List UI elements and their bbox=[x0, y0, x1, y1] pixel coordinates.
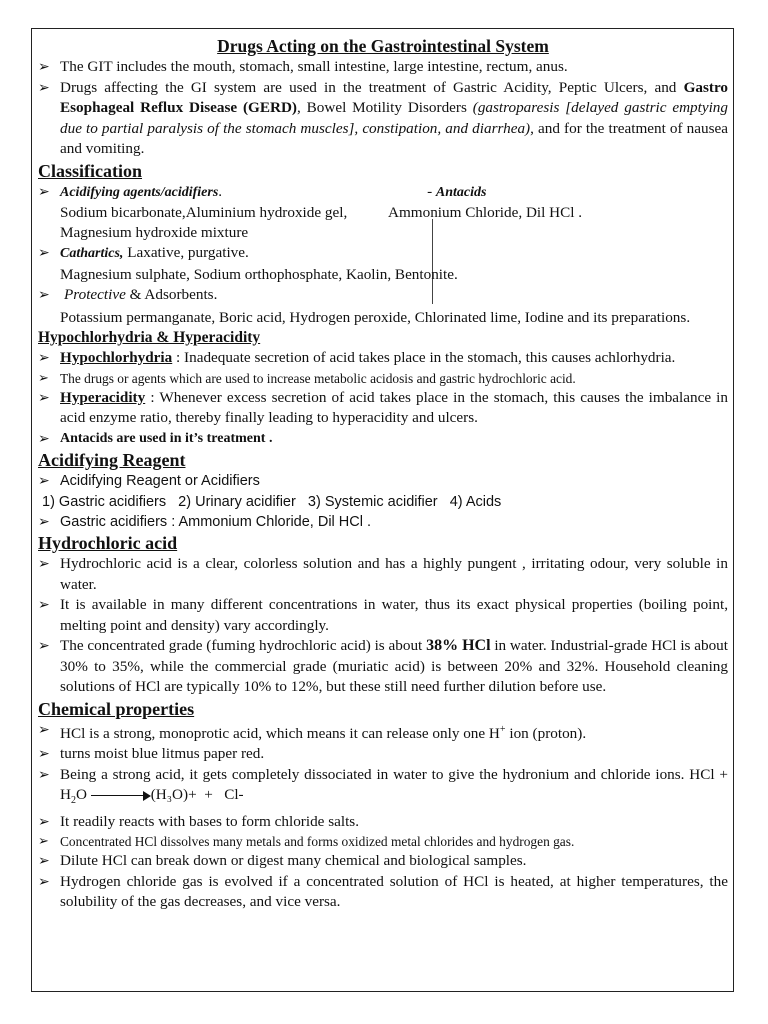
hyperacidity-text: : Whenever excess secretion of acid takes place in the stomach, this causes the imbalance in acid enzyme ratio, thereby finally leading to hyperacidity and ulcers. bbox=[60, 388, 728, 426]
hyperacidity-term: Hyperacidity bbox=[60, 388, 146, 406]
cathartics-examples: Magnesium sulphate, Sodium orthophosphate, Kaolin, Bentonite. bbox=[60, 265, 458, 283]
equation-subscript: 2 bbox=[70, 795, 76, 807]
cathartics-label: Cathartics, bbox=[60, 246, 124, 261]
protective-rest: & Adsorbents. bbox=[125, 286, 218, 303]
intro-text-2c: , and for the treatment of nausea and vomiting. bbox=[60, 119, 728, 157]
document-page bbox=[31, 28, 734, 992]
hyper-bullet bbox=[38, 388, 728, 429]
classification-protective-bullet bbox=[38, 285, 728, 306]
equation-right: (H₃O)+ + Cl- bbox=[150, 786, 244, 804]
hcl-bullet-2: ➢ It is available in many different concentrations in water, thus its exact physical properties (boiling point, melting point and density) vary accordingly. bbox=[38, 595, 728, 636]
intro-text-2-italic: (gastroparesis [delayed gastric emptying due to partial paralysis of the stomach muscles], constipation, and diarrhea) bbox=[60, 99, 728, 137]
classification-examples-row bbox=[38, 203, 728, 243]
hypo-bullet bbox=[38, 348, 728, 369]
classification-acid-bullet bbox=[38, 182, 728, 204]
acidifiers-label: Acidifying agents/acidifiers bbox=[60, 184, 219, 200]
equation-left: HCl + H bbox=[60, 765, 728, 804]
reaction-arrow-icon bbox=[91, 791, 151, 801]
chem-text-3: Being a strong acid, it gets completely dissociated in water to give the hydronium and chloride ions. bbox=[60, 765, 685, 783]
chem-bullet-7: ➢ Hydrogen chloride gas is evolved if a concentrated solution of HCl is heated, at higher temperatures, the solubility of the gas decreases, and vice versa. bbox=[38, 872, 728, 913]
hypochlorhydria-text: : Inadequate secretion of acid takes place in the stomach, this causes achlorhydria. bbox=[172, 349, 676, 366]
chem-bullet-3 bbox=[38, 765, 728, 812]
acidifying-bullet-1: ➢ Acidifying Reagent or Acidifiers bbox=[38, 471, 728, 492]
chem-bullet-4: ➢ It readily reacts with bases to form chloride salts. bbox=[38, 812, 728, 833]
hcl-38-percent: 38% HCl bbox=[426, 637, 491, 654]
acidifying-heading: Acidifying Reagent bbox=[38, 450, 186, 470]
hcl-text-3a: The concentrated grade (fuming hydrochloric acid) is about bbox=[60, 637, 427, 654]
plus-superscript: + bbox=[499, 723, 506, 735]
classification-cathartic-bullet bbox=[38, 243, 728, 265]
drugs-bullet: ➢ The drugs or agents which are used to increase metabolic acidosis and gastric hydrochloric acid. bbox=[38, 369, 728, 388]
antacids-examples: Ammonium Chloride, Dil HCl . bbox=[388, 204, 583, 221]
document-content bbox=[38, 35, 728, 913]
page-title: Drugs Acting on the Gastrointestinal System bbox=[217, 36, 549, 56]
cathartics-rest: Laxative, purgative. bbox=[123, 244, 249, 261]
chem-text-1a: HCl is a strong, monoprotic acid, which means it can release only one H bbox=[60, 724, 500, 742]
acidifying-bullet-2: ➢ Gastric acidifiers : Ammonium Chloride, Dil HCl . bbox=[38, 512, 728, 533]
intro-text-2a: Drugs affecting the GI system are used in the treatment of Gastric Acidity, Peptic Ulcers, and bbox=[60, 78, 684, 96]
hcl-text-3b: in water. Industrial-grade HCl is about 30% to 35%, while the commercial grade (muriatic acid) is between 20% and 32%. Household cleaning solutions of HCl are typically 10% to 12%, but these still need further dilution before use. bbox=[60, 637, 728, 695]
antacid-dash: - bbox=[427, 182, 436, 200]
intro-bullet-2 bbox=[38, 78, 728, 160]
chem-bullet-5: ➢ Concentrated HCl dissolves many metals and forms oxidized metal chlorides and hydrogen gas. bbox=[38, 832, 728, 851]
equation-oxygen: O bbox=[75, 786, 87, 804]
hypo-heading: Hypochlorhydria & Hyperacidity bbox=[38, 329, 261, 346]
antacids-label: Antacids bbox=[435, 184, 487, 200]
chem-bullet-6: ➢ Dilute HCl can break down or digest many chemical and biological samples. bbox=[38, 851, 728, 872]
protective-label: Protective bbox=[64, 286, 126, 303]
hcl-heading: Hydrochloric acid bbox=[38, 533, 178, 553]
acidifier-types-list: 1) Gastric acidifiers 2) Urinary acidifier 3) Systemic acidifier 4) Acids bbox=[42, 493, 502, 510]
chem-text-1b: ion (proton). bbox=[505, 724, 587, 742]
gerd-term: Gastro Esophageal Reflux Disease (GERD) bbox=[60, 78, 728, 116]
hypochlorhydria-term: Hypochlorhydria bbox=[60, 349, 173, 366]
acidifiers-examples: Sodium bicarbonate,Aluminium hydroxide gel, Magnesium hydroxide mixture bbox=[60, 204, 348, 241]
hcl-bullet-1: ➢ Hydrochloric acid is a clear, colorless solution and has a highly pungent , irritating odour, very soluble in water. bbox=[38, 554, 728, 595]
chem-bullet-1 bbox=[38, 720, 728, 745]
intro-text-2b: , Bowel Motility Disorders bbox=[296, 99, 473, 116]
antacid-treatment-bullet: ➢ Antacids are used in it’s treatment . bbox=[38, 429, 728, 450]
classification-heading: Classification bbox=[38, 160, 143, 181]
intro-bullet-1 bbox=[38, 57, 728, 78]
hcl-bullet-3 bbox=[38, 636, 728, 698]
intro-text-1: The GIT includes the mouth, stomach, small intestine, large intestine, rectum, anus. bbox=[60, 58, 568, 75]
chem-bullet-2: ➢ turns moist blue litmus paper red. bbox=[38, 744, 728, 765]
chem-heading: Chemical properties bbox=[38, 698, 195, 719]
acidifiers-dot: . bbox=[218, 182, 223, 200]
protective-examples: Potassium permanganate, Boric acid, Hydrogen peroxide, Chlorinated lime, Iodine and its preparations. bbox=[60, 308, 691, 326]
